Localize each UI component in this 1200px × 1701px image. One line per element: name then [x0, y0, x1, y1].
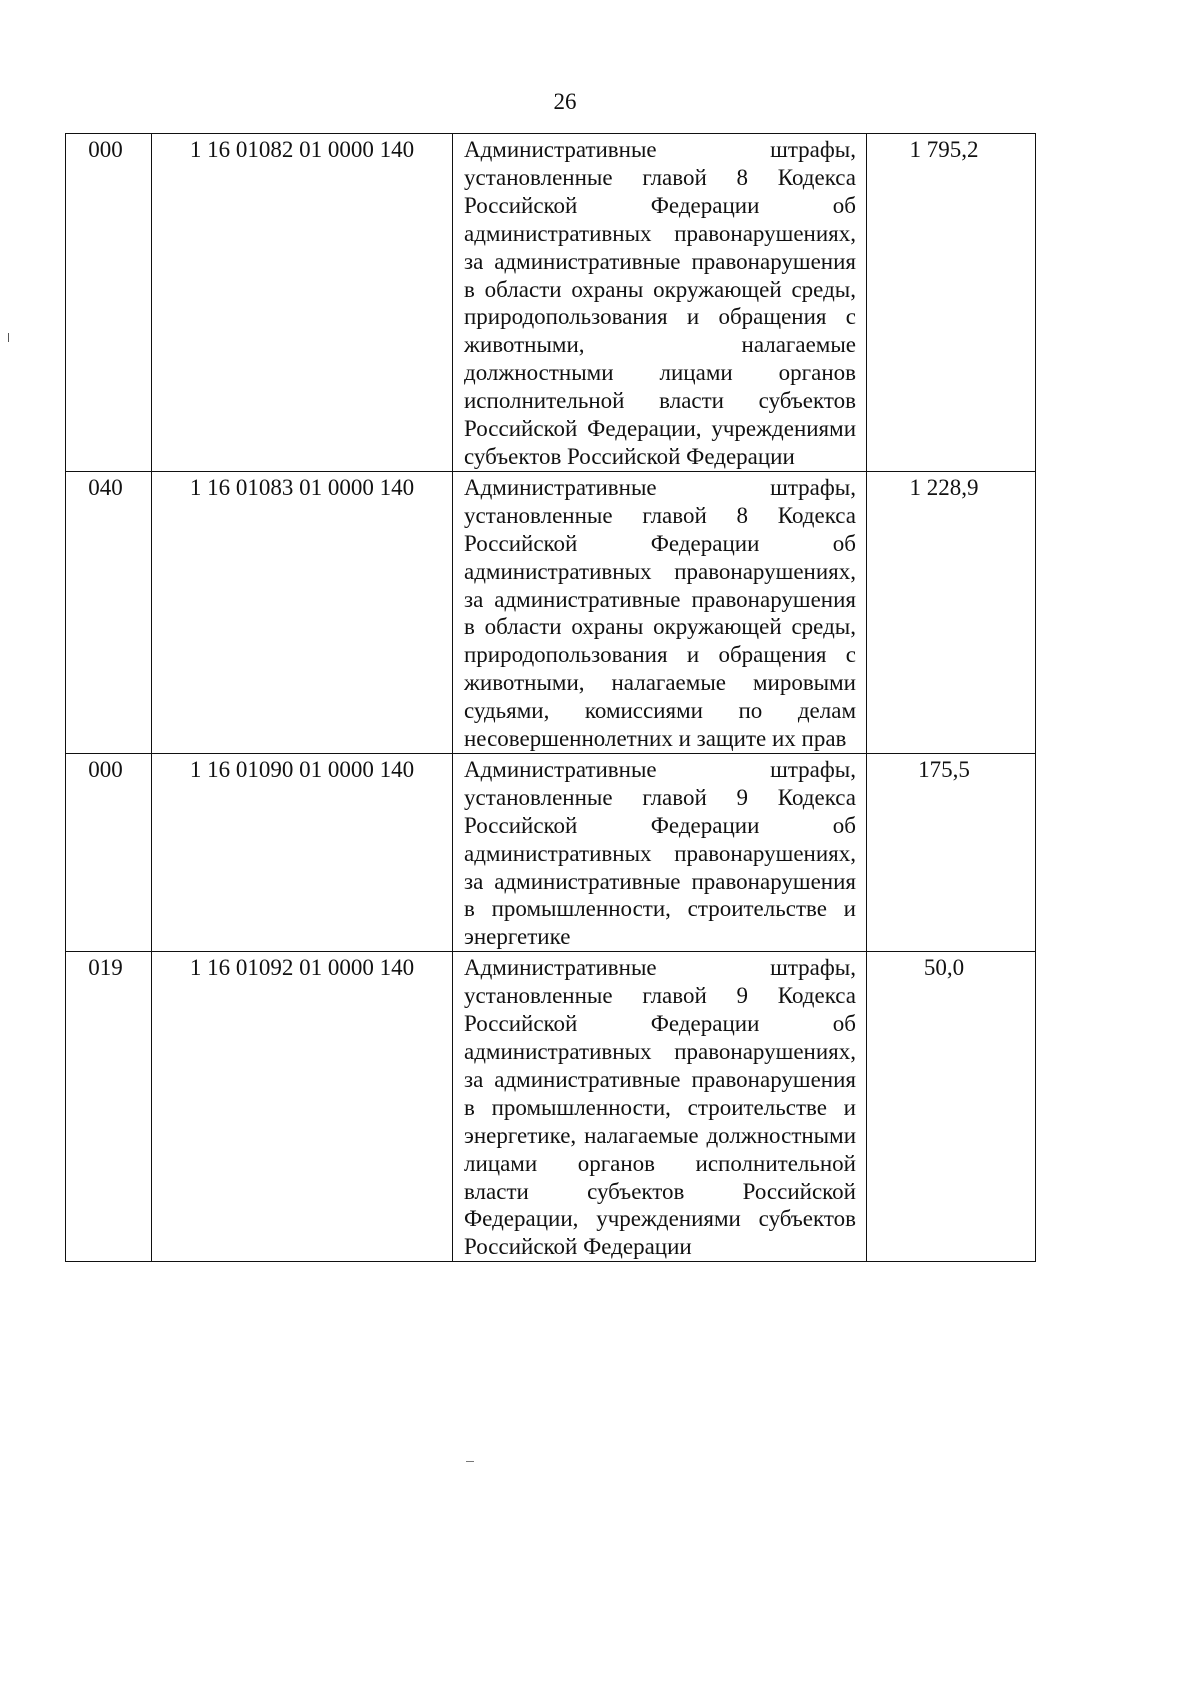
amount-cell: 1 795,2 — [867, 134, 1036, 472]
amount-cell: 1 228,9 — [867, 471, 1036, 753]
amount-cell: 175,5 — [867, 753, 1036, 951]
revenue-name-text: Административные штрафы, установленные главой 8 Кодекса Российской Федерации об административных правонарушениях, за административные правонарушения в области охраны окружающей среды, природопользования и обращения с животными, налагаемые мировыми судьями, комиссиями по делам несовершеннолетних и защите их прав — [464, 474, 856, 752]
budget-code-cell: 1 16 01083 01 0000 140 — [152, 471, 453, 753]
page-number: 26 — [553, 89, 577, 114]
revenue-name-text: Административные штрафы, установленные главой 9 Кодекса Российской Федерации об административных правонарушениях, за административные правонарушения в промышленности, строительстве и энергетике — [464, 756, 856, 950]
budget-code-cell: 1 16 01090 01 0000 140 — [152, 753, 453, 951]
budget-code-cell: 1 16 01092 01 0000 140 — [152, 952, 453, 1262]
admin-code-cell: 000 — [66, 753, 152, 951]
table-row — [66, 134, 1036, 472]
scan-artifact-mark — [8, 333, 9, 342]
table-row — [66, 952, 1036, 1262]
revenue-name-text: Административные штрафы, установленные главой 9 Кодекса Российской Федерации об административных правонарушениях, за административные правонарушения в промышленности, строительстве и энергетике, налагаемые должностными лицами органов исполнительной власти субъектов Российской Федерации, учреждениями субъектов Российской Федерации — [464, 955, 856, 1260]
budget-code-cell: 1 16 01082 01 0000 140 — [152, 134, 453, 472]
table-row — [66, 471, 1036, 753]
revenue-name-cell — [453, 471, 867, 753]
admin-code-cell: 019 — [66, 952, 152, 1262]
revenue-name-cell — [453, 134, 867, 472]
admin-code-cell: 040 — [66, 471, 152, 753]
revenue-name-cell — [453, 952, 867, 1262]
scan-artifact-dash — [466, 1461, 474, 1462]
amount-cell: 50,0 — [867, 952, 1036, 1262]
admin-code-cell: 000 — [66, 134, 152, 472]
table-row — [66, 753, 1036, 951]
revenue-name-cell — [453, 753, 867, 951]
revenue-name-text: Административные штрафы, установленные главой 8 Кодекса Российской Федерации об административных правонарушениях, за административные правонарушения в области охраны окружающей среды, природопользования и обращения с животными, налагаемые должностными лицами органов исполнительной власти субъектов Российской Федерации, учреждениями субъектов Российской Федерации — [464, 137, 856, 469]
revenue-table — [65, 133, 1036, 1262]
